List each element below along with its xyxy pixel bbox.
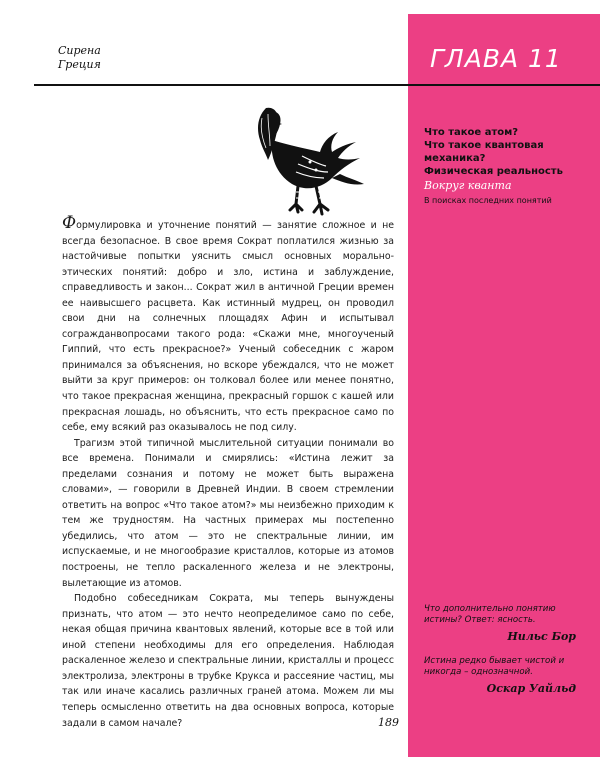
toc-current-section[interactable]: Вокруг кванта	[424, 179, 512, 192]
quote-text: Истина редко бывает чистой и никогда – однозначной.	[424, 656, 565, 677]
quote-author: Оскар Уайльд	[486, 682, 576, 695]
dropcap: Ф	[62, 213, 77, 233]
quote-bohr	[424, 604, 580, 642]
quote-text: Что дополнительно понятию истины? Ответ: ясность.	[424, 604, 556, 625]
paragraph-3: Подобно собеседникам Сократа, мы теперь вынуждены признать, что атом — это нечто неопределимое само по себе, некая общая причина квантовых явлений, которые все в той или иной степени необходимы для его определения. Наблюдая раскаленное железо и спектральные линии, кристаллы и процесс электролиза, электроны в трубке Крукса и рассеяние частиц, мы так или иначе касались различных граней атома. Можем ли мы теперь осмысленно ответить на два основных вопроса, которые задали в самом начале?	[62, 593, 394, 729]
chapter-title: ГЛАВА 11	[430, 44, 562, 73]
chapter-contents	[424, 126, 594, 206]
siren-bird-icon	[252, 98, 372, 222]
toc-item[interactable]: Что такое квантовая механика?	[424, 140, 544, 164]
running-head-line1: Сирена	[58, 44, 101, 57]
quote-author: Нильс Бор	[507, 630, 576, 643]
toc-item[interactable]: Физическая реальность	[424, 166, 563, 177]
paragraph-1	[62, 213, 394, 436]
running-head	[58, 44, 101, 72]
running-head-line2: Греция	[58, 58, 101, 71]
article-body	[62, 213, 394, 731]
page-number: 189	[378, 716, 399, 729]
paragraph-1-text: ормулировка и уточнение понятий — занятие сложное и не всегда безопасное. В свое время Сократ поплатился жизнью за настойчивые попытки уяснить смысл основных морально-этических понятий: добро и зло, истина и заблуждение, справедливость и закон... Сократ жил в античной Греции времен ее наивысшего расцвета. Как истинный мудрец, он проводил свои дни на солнечных площадях Афин и испытывал согражданвопросами такого рода: «Скажи мне, многоученый Гиппий, что есть прекрасное?» Ученый собеседник с жаром принимался за объяснения, но вскоре убеждался, что не может выйти за круг примеров: он толковал более или менее понятно, что такое прекрасная женщина, прекрасный горшок с кашей или прекрасная лошадь, но объяснить, что есть прекрасное само по себе, ему всякий раз оказывалось не под силу.	[62, 220, 394, 434]
header-rule	[34, 84, 600, 86]
quote-wilde	[424, 656, 580, 694]
toc-next-section[interactable]: В поисках последних понятий	[424, 196, 552, 205]
paragraph-2: Трагизм этой типичной мыслительной ситуации понимали во все времена. Понимали и смирялись: «Истина лежит за пределами сознания и потому не может быть выражена словами», — говорили в Древней Индии. В своем стремлении ответить на вопрос «Что такое атом?» мы неизбежно приходим к тем же трудностям. На частных примерах мы постепенно убедились, что атом — это не спектральные линии, им испускаемые, и не многообразие кристаллов, которые из атомов построены, не тепло раскаленного железа и не электроны, вылетающие из атомов.	[62, 437, 394, 589]
toc-item[interactable]: Что такое атом?	[424, 127, 519, 138]
